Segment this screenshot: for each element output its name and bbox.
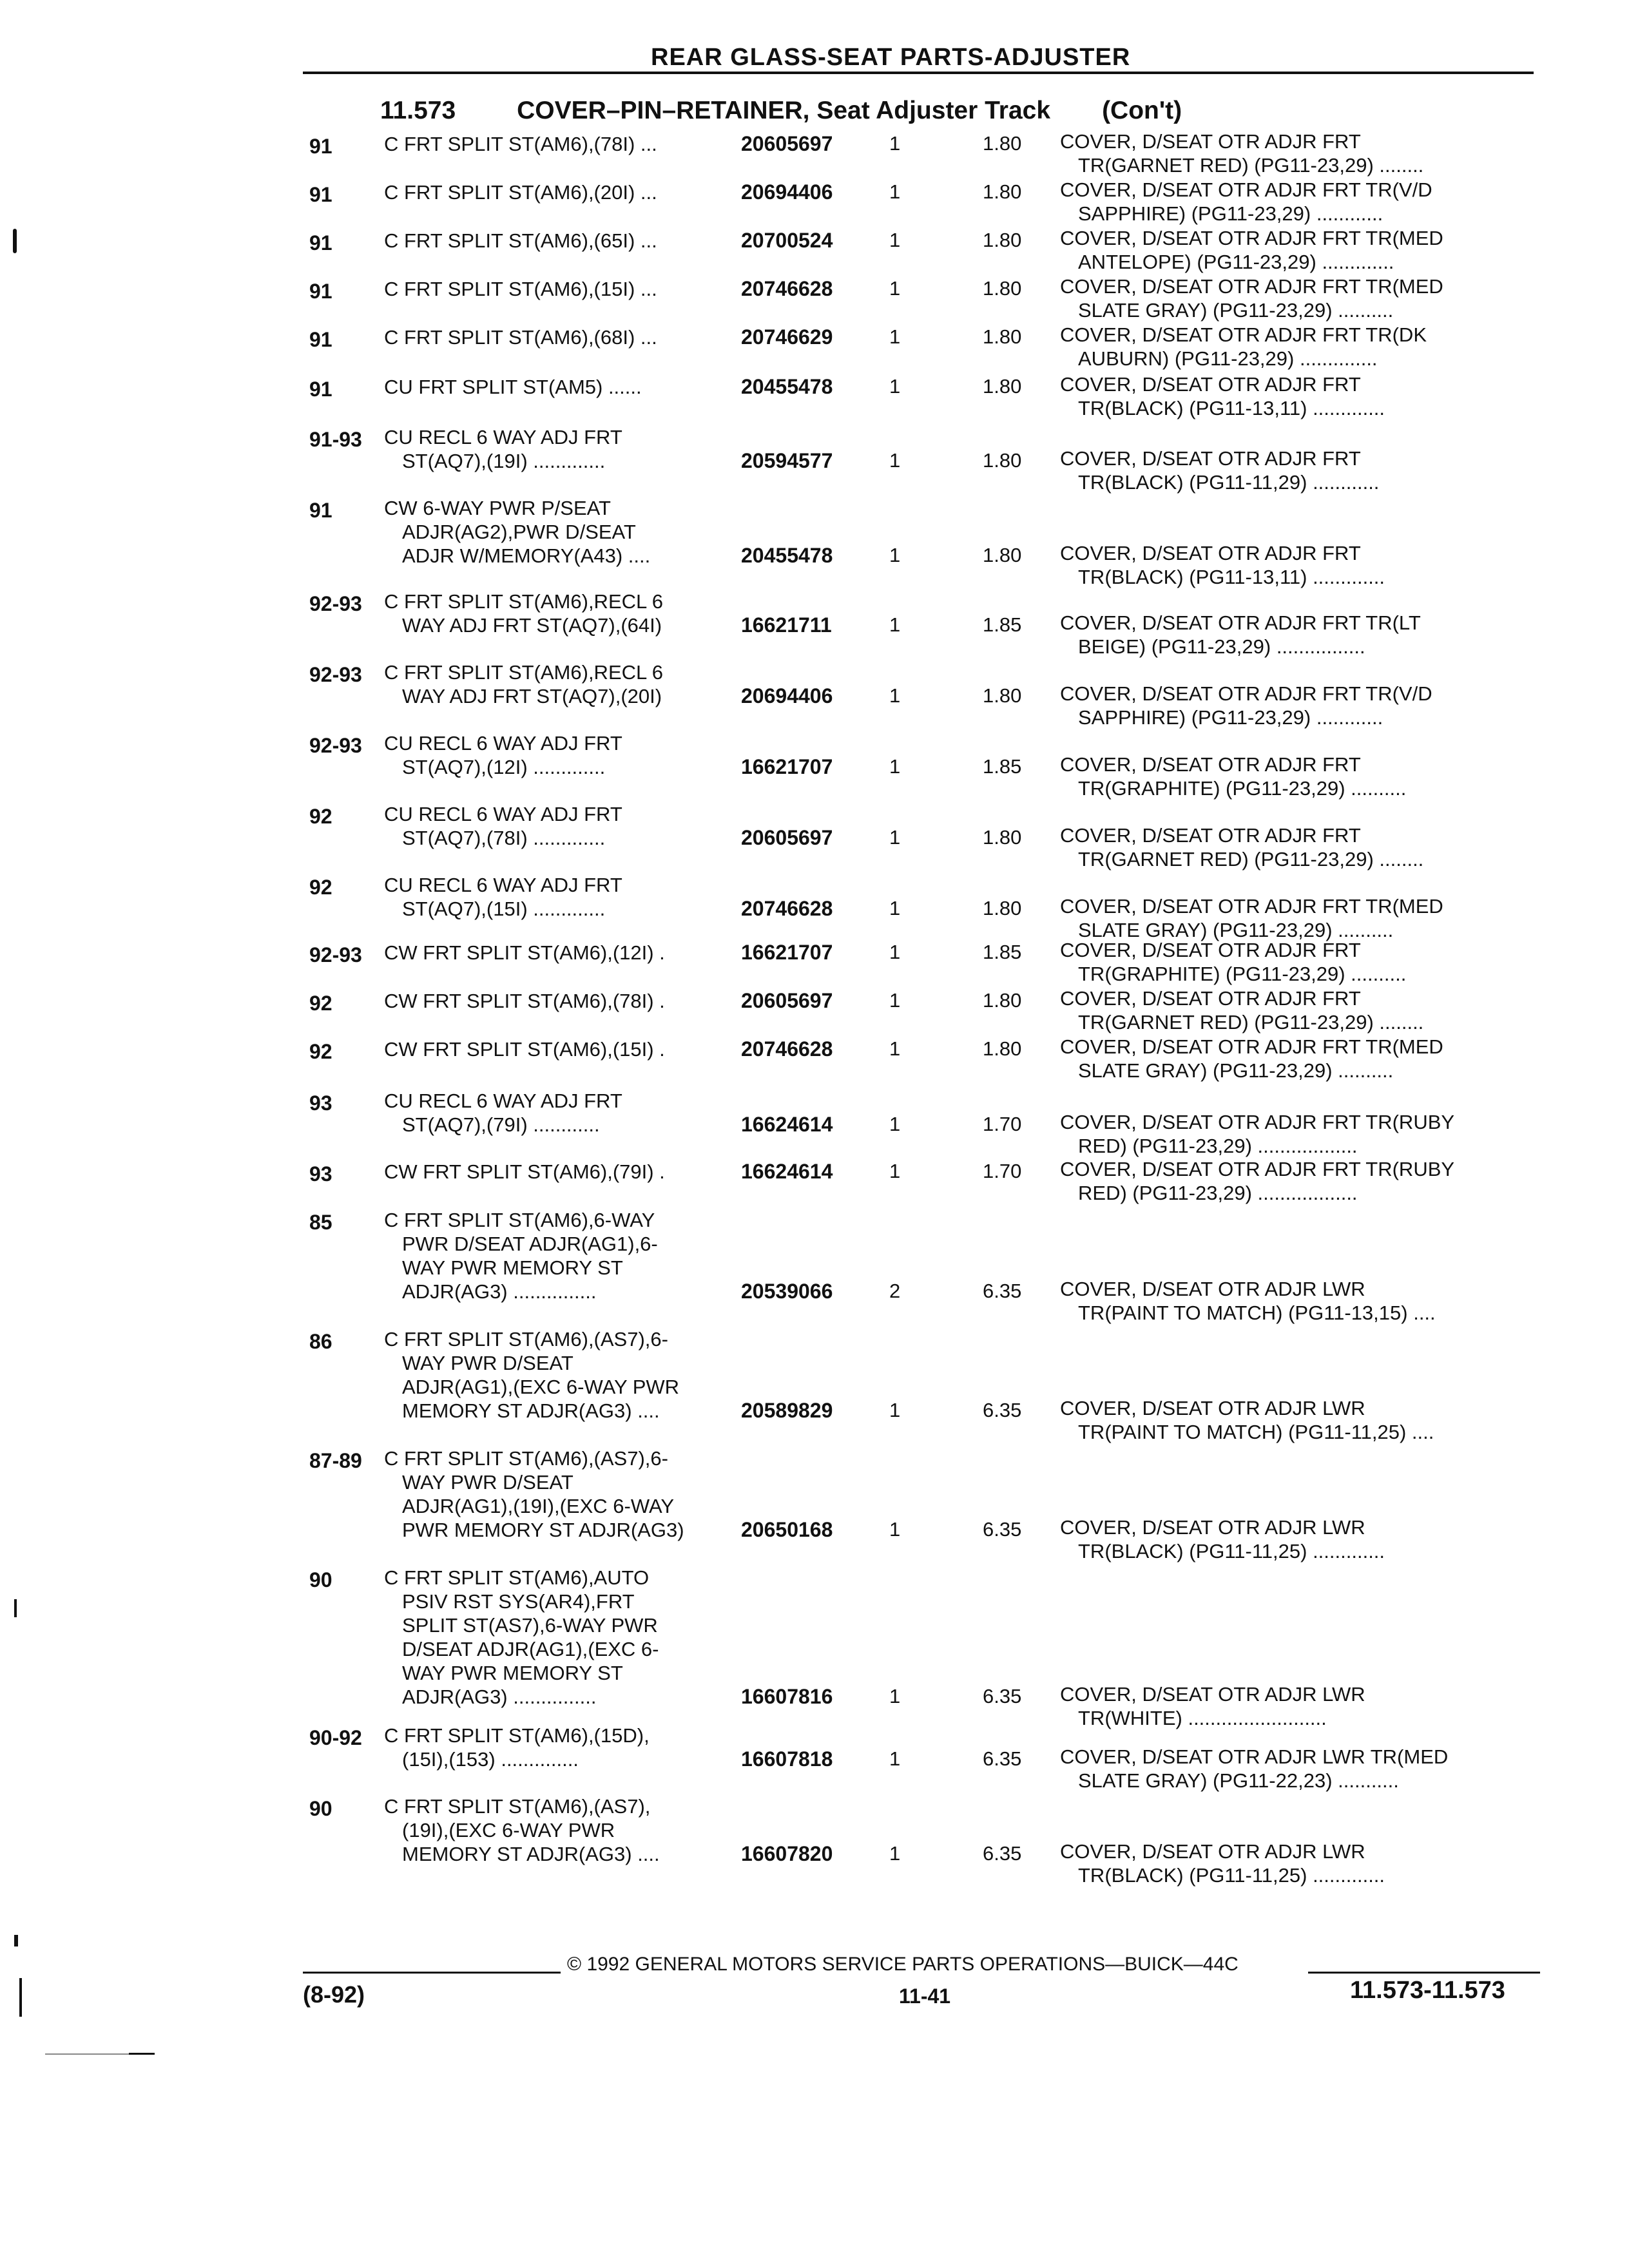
description-line: C FRT SPLIT ST(AM6),AUTO bbox=[384, 1566, 650, 1589]
part-name-line: TR(BLACK) (PG11-11,25) ............. bbox=[1078, 1540, 1385, 1562]
part-name-line: COVER, D/SEAT OTR ADJR FRT bbox=[1060, 447, 1361, 470]
price: 1.70 bbox=[983, 1113, 1022, 1135]
price: 1.85 bbox=[983, 613, 1022, 636]
price: 1.80 bbox=[983, 449, 1022, 472]
price: 1.80 bbox=[983, 325, 1022, 348]
part-name-line: TR(WHITE) ......................... bbox=[1078, 1707, 1327, 1729]
application-description bbox=[384, 1160, 745, 1184]
part-name-line: TR(GRAPHITE) (PG11-23,29) .......... bbox=[1078, 963, 1407, 985]
part-name-line: TR(PAINT TO MATCH) (PG11-11,25) .... bbox=[1078, 1421, 1434, 1443]
application-description bbox=[384, 1446, 745, 1542]
price: 1.80 bbox=[983, 544, 1022, 566]
section-number: 11.573 bbox=[380, 97, 456, 124]
model-years: 93 bbox=[309, 1162, 333, 1186]
price: 1.80 bbox=[983, 989, 1022, 1012]
model-years: 93 bbox=[309, 1091, 333, 1115]
description-line: ST(AQ7),(78I) ............. bbox=[402, 827, 606, 849]
quantity: 2 bbox=[889, 1280, 901, 1302]
part-number: 16607820 bbox=[741, 1842, 833, 1865]
part-name-line: COVER, D/SEAT OTR ADJR LWR bbox=[1060, 1683, 1365, 1706]
quantity: 1 bbox=[889, 684, 901, 707]
quantity: 1 bbox=[889, 1160, 901, 1182]
part-name bbox=[1060, 753, 1550, 800]
model-years: 91 bbox=[309, 378, 333, 401]
model-years: 90 bbox=[309, 1568, 333, 1591]
part-name-line: COVER, D/SEAT OTR ADJR LWR bbox=[1060, 1397, 1365, 1419]
part-number: 20700524 bbox=[741, 229, 833, 252]
part-name bbox=[1060, 1745, 1550, 1792]
description-line: C FRT SPLIT ST(AM6),(78I) ... bbox=[384, 133, 657, 155]
description-line: PSIV RST SYS(AR4),FRT bbox=[402, 1590, 635, 1613]
part-number: 20605697 bbox=[741, 989, 833, 1012]
page-header-title: REAR GLASS-SEAT PARTS-ADJUSTER bbox=[651, 44, 1131, 71]
model-years: 92-93 bbox=[309, 592, 362, 615]
part-name-line: COVER, D/SEAT OTR ADJR FRT TR(V/D bbox=[1060, 682, 1432, 705]
part-name bbox=[1060, 1682, 1550, 1730]
part-name-line: SLATE GRAY) (PG11-23,29) .......... bbox=[1078, 919, 1394, 941]
part-number: 20746628 bbox=[741, 897, 833, 920]
model-years: 92 bbox=[309, 805, 333, 828]
description-line: ADJR(AG1),(19I),(EXC 6-WAY bbox=[402, 1495, 674, 1517]
description-line: ADJR W/MEMORY(A43) .... bbox=[402, 544, 651, 567]
description-line: CU RECL 6 WAY ADJ FRT bbox=[384, 803, 622, 825]
quantity: 1 bbox=[889, 180, 901, 203]
part-name-line: COVER, D/SEAT OTR ADJR FRT bbox=[1060, 542, 1361, 564]
part-name bbox=[1060, 1035, 1550, 1082]
part-name-line: COVER, D/SEAT OTR ADJR FRT TR(RUBY bbox=[1060, 1111, 1455, 1133]
price: 1.80 bbox=[983, 826, 1022, 849]
part-name-line: TR(BLACK) (PG11-13,11) ............. bbox=[1078, 566, 1385, 588]
application-description bbox=[384, 180, 745, 204]
part-name-line: TR(GRAPHITE) (PG11-23,29) .......... bbox=[1078, 777, 1407, 800]
description-line: C FRT SPLIT ST(AM6),RECL 6 bbox=[384, 661, 663, 684]
description-line: WAY PWR MEMORY ST bbox=[402, 1256, 623, 1279]
quantity: 1 bbox=[889, 229, 901, 251]
part-number: 20539066 bbox=[741, 1280, 833, 1303]
part-name bbox=[1060, 372, 1550, 420]
description-line: CW FRT SPLIT ST(AM6),(79I) . bbox=[384, 1160, 665, 1183]
description-line: CU RECL 6 WAY ADJ FRT bbox=[384, 1090, 622, 1112]
part-number: 16624614 bbox=[741, 1113, 833, 1136]
part-number: 20694406 bbox=[741, 180, 833, 204]
description-line: D/SEAT ADJR(AG1),(EXC 6- bbox=[402, 1638, 659, 1660]
application-description bbox=[384, 660, 745, 708]
part-name-line: COVER, D/SEAT OTR ADJR LWR bbox=[1060, 1516, 1365, 1539]
part-name-line: COVER, D/SEAT OTR ADJR LWR TR(MED bbox=[1060, 1745, 1449, 1768]
description-line: C FRT SPLIT ST(AM6),RECL 6 bbox=[384, 590, 663, 613]
scan-mark bbox=[19, 1978, 22, 2017]
part-name-line: AUBURN) (PG11-23,29) .............. bbox=[1078, 347, 1378, 370]
quantity: 1 bbox=[889, 449, 901, 472]
description-line: (15I),(153) .............. bbox=[402, 1748, 579, 1771]
price: 1.80 bbox=[983, 375, 1022, 398]
model-years: 92 bbox=[309, 992, 333, 1015]
application-description bbox=[384, 873, 745, 921]
description-line: WAY PWR MEMORY ST bbox=[402, 1662, 623, 1684]
quantity: 1 bbox=[889, 613, 901, 636]
description-line: PWR D/SEAT ADJR(AG1),6- bbox=[402, 1233, 658, 1255]
description-line: CU FRT SPLIT ST(AM5) ...... bbox=[384, 376, 642, 398]
part-number: 20746628 bbox=[741, 1037, 833, 1061]
part-name-line: SLATE GRAY) (PG11-22,23) ........... bbox=[1078, 1769, 1399, 1792]
price: 1.85 bbox=[983, 941, 1022, 963]
application-description bbox=[384, 731, 745, 779]
part-number: 16621707 bbox=[741, 941, 833, 964]
part-name bbox=[1060, 1396, 1550, 1444]
application-description bbox=[384, 229, 745, 253]
description-line: C FRT SPLIT ST(AM6),(65I) ... bbox=[384, 229, 657, 252]
description-line: CW FRT SPLIT ST(AM6),(12I) . bbox=[384, 941, 665, 964]
description-line: C FRT SPLIT ST(AM6),6-WAY bbox=[384, 1209, 655, 1231]
model-years: 90 bbox=[309, 1797, 333, 1820]
part-name-line: COVER, D/SEAT OTR ADJR FRT TR(MED bbox=[1060, 1035, 1443, 1058]
quantity: 1 bbox=[889, 375, 901, 398]
part-name-line: SLATE GRAY) (PG11-23,29) .......... bbox=[1078, 1059, 1394, 1082]
description-line: MEMORY ST ADJR(AG3) .... bbox=[402, 1843, 660, 1865]
part-name-line: TR(BLACK) (PG11-13,11) ............. bbox=[1078, 397, 1385, 419]
model-years: 91 bbox=[309, 183, 333, 206]
part-name bbox=[1060, 274, 1550, 322]
quantity: 1 bbox=[889, 325, 901, 348]
description-line: CU RECL 6 WAY ADJ FRT bbox=[384, 874, 622, 896]
model-years: 86 bbox=[309, 1330, 333, 1353]
application-description bbox=[384, 1327, 745, 1423]
quantity: 1 bbox=[889, 1685, 901, 1707]
part-number: 16621707 bbox=[741, 755, 833, 778]
description-line: MEMORY ST ADJR(AG3) .... bbox=[402, 1399, 660, 1422]
price: 6.35 bbox=[983, 1842, 1022, 1865]
description-line: C FRT SPLIT ST(AM6),(68I) ... bbox=[384, 326, 657, 349]
scan-mark bbox=[45, 2053, 142, 2055]
description-line: ADJR(AG1),(EXC 6-WAY PWR bbox=[402, 1376, 680, 1398]
price: 6.35 bbox=[983, 1280, 1022, 1302]
quantity: 1 bbox=[889, 755, 901, 778]
quantity: 1 bbox=[889, 897, 901, 919]
quantity: 1 bbox=[889, 1037, 901, 1060]
footer-rule-right bbox=[1308, 1972, 1540, 1974]
application-description bbox=[384, 496, 745, 568]
application-description bbox=[384, 1794, 745, 1866]
part-name bbox=[1060, 178, 1550, 226]
description-line: ADJR(AG2),PWR D/SEAT bbox=[402, 521, 636, 543]
price: 6.35 bbox=[983, 1518, 1022, 1541]
part-number: 20605697 bbox=[741, 132, 833, 155]
part-number: 20746628 bbox=[741, 277, 833, 300]
description-line: C FRT SPLIT ST(AM6),(20I) ... bbox=[384, 181, 657, 204]
part-name bbox=[1060, 682, 1550, 729]
description-line: WAY PWR D/SEAT bbox=[402, 1471, 574, 1494]
description-line: ADJR(AG3) ............... bbox=[402, 1686, 597, 1708]
price: 1.80 bbox=[983, 132, 1022, 155]
part-name bbox=[1060, 894, 1550, 942]
model-years: 92 bbox=[309, 1040, 333, 1063]
description-line: C FRT SPLIT ST(AM6),(15D), bbox=[384, 1724, 650, 1747]
description-line: ST(AQ7),(79I) ............ bbox=[402, 1113, 600, 1136]
part-name bbox=[1060, 1110, 1550, 1158]
part-name bbox=[1060, 130, 1550, 177]
part-name bbox=[1060, 323, 1550, 370]
scan-mark bbox=[14, 1599, 17, 1617]
part-name-line: TR(GARNET RED) (PG11-23,29) ........ bbox=[1078, 848, 1424, 870]
application-description bbox=[384, 1208, 745, 1303]
price: 1.80 bbox=[983, 277, 1022, 300]
model-years: 87-89 bbox=[309, 1449, 362, 1472]
part-number: 16621711 bbox=[741, 613, 832, 637]
description-line: CW 6-WAY PWR P/SEAT bbox=[384, 497, 611, 519]
scan-mark bbox=[129, 2053, 155, 2055]
description-line: WAY ADJ FRT ST(AQ7),(64I) bbox=[402, 614, 662, 637]
section-title: COVER–PIN–RETAINER, Seat Adjuster Track bbox=[517, 97, 1051, 124]
description-line: CU RECL 6 WAY ADJ FRT bbox=[384, 426, 622, 448]
part-name-line: SLATE GRAY) (PG11-23,29) .......... bbox=[1078, 299, 1394, 322]
part-name-line: RED) (PG11-23,29) .................. bbox=[1078, 1182, 1358, 1204]
quantity: 1 bbox=[889, 132, 901, 155]
quantity: 1 bbox=[889, 989, 901, 1012]
quantity: 1 bbox=[889, 1399, 901, 1421]
part-name-line: ANTELOPE) (PG11-23,29) ............. bbox=[1078, 251, 1394, 273]
part-name-line: COVER, D/SEAT OTR ADJR FRT bbox=[1060, 373, 1361, 396]
price: 6.35 bbox=[983, 1685, 1022, 1707]
model-years: 90-92 bbox=[309, 1726, 362, 1749]
description-line: ST(AQ7),(19I) ............. bbox=[402, 450, 606, 472]
part-name-line: COVER, D/SEAT OTR ADJR FRT TR(MED bbox=[1060, 227, 1443, 249]
part-number: 20455478 bbox=[741, 375, 833, 398]
part-name-line: COVER, D/SEAT OTR ADJR FRT bbox=[1060, 753, 1361, 776]
part-number: 20589829 bbox=[741, 1399, 833, 1422]
description-line: ADJR(AG3) ............... bbox=[402, 1280, 597, 1303]
model-years: 91-93 bbox=[309, 428, 362, 451]
model-years: 85 bbox=[309, 1211, 333, 1234]
quantity: 1 bbox=[889, 1518, 901, 1541]
part-number: 20605697 bbox=[741, 826, 833, 849]
description-line: CU RECL 6 WAY ADJ FRT bbox=[384, 732, 622, 754]
part-name-line: SAPPHIRE) (PG11-23,29) ............ bbox=[1078, 202, 1383, 225]
part-number: 16607816 bbox=[741, 1685, 833, 1708]
description-line: CW FRT SPLIT ST(AM6),(15I) . bbox=[384, 1038, 665, 1061]
description-line: WAY PWR D/SEAT bbox=[402, 1352, 574, 1374]
application-description bbox=[384, 375, 745, 399]
price: 1.80 bbox=[983, 1037, 1022, 1060]
part-name bbox=[1060, 1277, 1550, 1325]
footer-section-range: 11.573-11.573 bbox=[1350, 1977, 1505, 2004]
part-name-line: COVER, D/SEAT OTR ADJR FRT bbox=[1060, 939, 1361, 961]
application-description bbox=[384, 1037, 745, 1061]
part-name-line: SAPPHIRE) (PG11-23,29) ............ bbox=[1078, 706, 1383, 729]
part-number: 20594577 bbox=[741, 449, 833, 472]
model-years: 91 bbox=[309, 280, 333, 303]
part-number: 20746629 bbox=[741, 325, 833, 349]
part-name bbox=[1060, 541, 1550, 589]
application-description bbox=[384, 989, 745, 1013]
application-description bbox=[384, 590, 745, 637]
price: 1.70 bbox=[983, 1160, 1022, 1182]
part-number: 20650168 bbox=[741, 1518, 833, 1541]
part-name bbox=[1060, 1840, 1550, 1887]
description-line: C FRT SPLIT ST(AM6),(15I) ... bbox=[384, 278, 657, 300]
part-number: 16607818 bbox=[741, 1747, 833, 1771]
description-line: C FRT SPLIT ST(AM6),(AS7),6- bbox=[384, 1447, 668, 1470]
description-line: C FRT SPLIT ST(AM6),(AS7), bbox=[384, 1795, 651, 1818]
quantity: 1 bbox=[889, 544, 901, 566]
model-years: 92-93 bbox=[309, 734, 362, 757]
application-description bbox=[384, 1724, 745, 1771]
part-name bbox=[1060, 938, 1550, 986]
description-line: (19I),(EXC 6-WAY PWR bbox=[402, 1819, 615, 1841]
quantity: 1 bbox=[889, 1842, 901, 1865]
part-name bbox=[1060, 226, 1550, 274]
part-number: 16624614 bbox=[741, 1160, 833, 1183]
application-description bbox=[384, 325, 745, 349]
part-name-line: COVER, D/SEAT OTR ADJR FRT bbox=[1060, 987, 1361, 1010]
price: 6.35 bbox=[983, 1399, 1022, 1421]
part-name-line: TR(GARNET RED) (PG11-23,29) ........ bbox=[1078, 154, 1424, 177]
part-name-line: TR(BLACK) (PG11-11,29) ............ bbox=[1078, 471, 1380, 494]
quantity: 1 bbox=[889, 941, 901, 963]
part-number: 20694406 bbox=[741, 684, 833, 707]
model-years: 92-93 bbox=[309, 943, 362, 966]
footer-copyright: © 1992 GENERAL MOTORS SERVICE PARTS OPERATIONS—BUICK—44C bbox=[567, 1954, 1239, 1975]
description-line: PWR MEMORY ST ADJR(AG3) bbox=[402, 1519, 684, 1541]
model-years: 92 bbox=[309, 876, 333, 899]
part-name-line: TR(PAINT TO MATCH) (PG11-13,15) .... bbox=[1078, 1302, 1436, 1324]
part-name-line: COVER, D/SEAT OTR ADJR FRT TR(DK bbox=[1060, 323, 1427, 346]
quantity: 1 bbox=[889, 826, 901, 849]
part-name-line: COVER, D/SEAT OTR ADJR FRT bbox=[1060, 130, 1361, 153]
description-line: ST(AQ7),(12I) ............. bbox=[402, 756, 606, 778]
application-description bbox=[384, 1566, 745, 1709]
description-line: C FRT SPLIT ST(AM6),(AS7),6- bbox=[384, 1328, 668, 1350]
price: 1.85 bbox=[983, 755, 1022, 778]
part-name-line: COVER, D/SEAT OTR ADJR FRT TR(MED bbox=[1060, 895, 1443, 918]
footer-rule-left bbox=[303, 1972, 561, 1974]
part-name-line: COVER, D/SEAT OTR ADJR FRT bbox=[1060, 824, 1361, 847]
part-name bbox=[1060, 986, 1550, 1034]
part-name-line: COVER, D/SEAT OTR ADJR FRT TR(V/D bbox=[1060, 178, 1432, 201]
section-continued: (Con't) bbox=[1102, 97, 1182, 124]
part-name-line: RED) (PG11-23,29) .................. bbox=[1078, 1135, 1358, 1157]
quantity: 1 bbox=[889, 1747, 901, 1770]
part-name-line: COVER, D/SEAT OTR ADJR FRT TR(RUBY bbox=[1060, 1158, 1455, 1180]
quantity: 1 bbox=[889, 1113, 901, 1135]
price: 1.80 bbox=[983, 897, 1022, 919]
part-name bbox=[1060, 823, 1550, 871]
price: 1.80 bbox=[983, 229, 1022, 251]
part-name bbox=[1060, 611, 1550, 658]
scan-mark bbox=[14, 1935, 18, 1946]
part-name bbox=[1060, 1515, 1550, 1563]
description-line: WAY ADJ FRT ST(AQ7),(20I) bbox=[402, 685, 662, 707]
application-description bbox=[384, 425, 745, 473]
model-years: 91 bbox=[309, 328, 333, 351]
part-name-line: COVER, D/SEAT OTR ADJR LWR bbox=[1060, 1840, 1365, 1863]
price: 1.80 bbox=[983, 180, 1022, 203]
part-name bbox=[1060, 447, 1550, 494]
description-line: ST(AQ7),(15I) ............. bbox=[402, 898, 606, 920]
part-name-line: COVER, D/SEAT OTR ADJR FRT TR(LT bbox=[1060, 611, 1421, 634]
footer-page-number: 11-41 bbox=[899, 1984, 951, 2008]
part-name-line: COVER, D/SEAT OTR ADJR FRT TR(MED bbox=[1060, 275, 1443, 298]
footer-date-code: (8-92) bbox=[303, 1981, 365, 2008]
model-years: 92-93 bbox=[309, 663, 362, 686]
description-line: SPLIT ST(AS7),6-WAY PWR bbox=[402, 1614, 658, 1637]
description-line: CW FRT SPLIT ST(AM6),(78I) . bbox=[384, 990, 665, 1012]
application-description bbox=[384, 1089, 745, 1137]
model-years: 91 bbox=[309, 231, 333, 255]
scan-mark bbox=[13, 229, 17, 253]
application-description bbox=[384, 802, 745, 850]
application-description bbox=[384, 132, 745, 156]
part-name-line: TR(BLACK) (PG11-11,25) ............. bbox=[1078, 1864, 1385, 1887]
model-years: 91 bbox=[309, 135, 333, 158]
quantity: 1 bbox=[889, 277, 901, 300]
application-description bbox=[384, 941, 745, 965]
part-name bbox=[1060, 1157, 1550, 1205]
part-name-line: COVER, D/SEAT OTR ADJR LWR bbox=[1060, 1278, 1365, 1300]
price: 6.35 bbox=[983, 1747, 1022, 1770]
part-name-line: BEIGE) (PG11-23,29) ................ bbox=[1078, 635, 1365, 658]
part-name-line: TR(GARNET RED) (PG11-23,29) ........ bbox=[1078, 1011, 1424, 1033]
model-years: 91 bbox=[309, 499, 333, 522]
application-description bbox=[384, 277, 745, 301]
part-number: 20455478 bbox=[741, 544, 833, 567]
price: 1.80 bbox=[983, 684, 1022, 707]
